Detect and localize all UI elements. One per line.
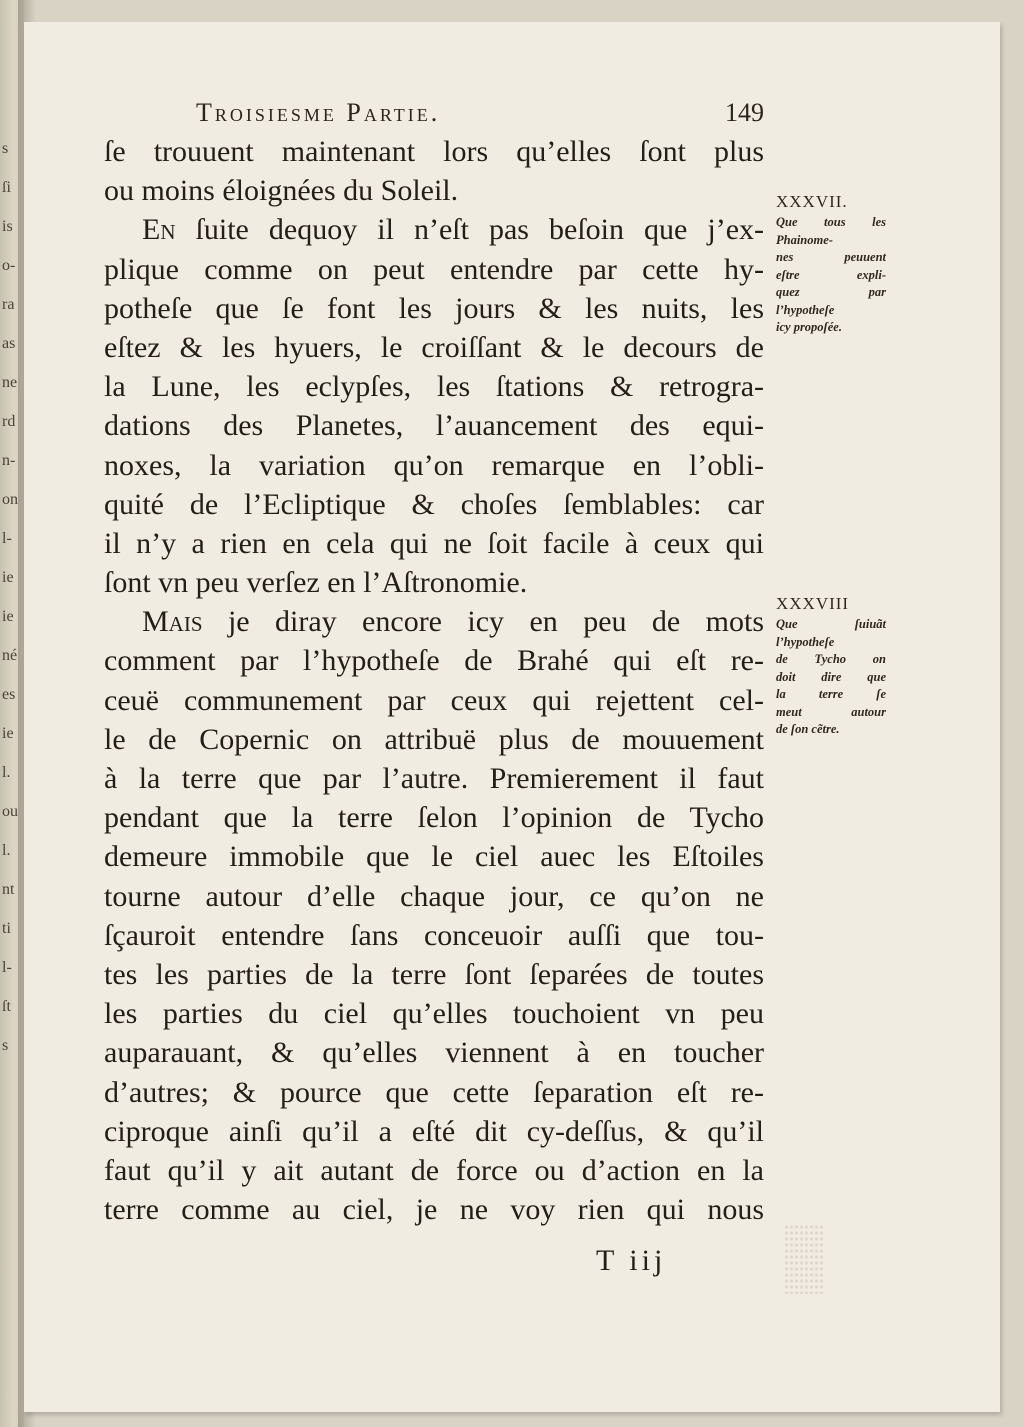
text-line: dations des Planetes, l’auancement des equi-: [104, 409, 764, 443]
running-head: [196, 98, 764, 134]
body-text: [104, 132, 764, 1229]
margin-note-line: de ſon cẽtre.: [776, 722, 840, 736]
text-line: pendant que la terre ſelon l’opinion de Tycho: [104, 801, 764, 835]
margin-note-line: icy propoſée.: [776, 320, 842, 334]
margin-note-line: Que tous les: [776, 215, 886, 229]
text-line: ceuë communement par ceux qui rejettent cel-: [104, 683, 764, 717]
margin-note-numeral: XXXVII.: [776, 192, 848, 211]
facing-page-letter: ti: [2, 920, 11, 937]
text-line: ſe trouuent maintenant lors qu’elles ſont plus: [104, 135, 764, 168]
facing-page-letter: ne: [2, 374, 18, 391]
facing-page-letter: as: [2, 335, 16, 352]
text-line: auparauant, & qu’elles viennent à en toucher: [104, 1036, 764, 1070]
paragraph-start-line: [104, 210, 764, 249]
paper-speckle: [784, 1224, 824, 1294]
page-number: 149: [725, 98, 764, 127]
text-line: ciproque ainſi qu’il a eſté dit cy-deſſus, & qu’il: [104, 1114, 764, 1148]
facing-page-letter: ie: [2, 725, 14, 742]
facing-page-letter: l.: [2, 842, 11, 859]
text-line: tourne autour d’elle chaque jour, ce qu’on ne: [104, 879, 764, 913]
facing-page-letter: ou: [2, 803, 18, 820]
text-line: d’autres; & pource que cette ſeparation eſt re-: [104, 1075, 764, 1109]
text-line: plique comme on peut entendre par cette hy-: [104, 252, 764, 286]
facing-page-letter: né: [2, 647, 18, 664]
facing-page-letter: ſi: [2, 179, 11, 196]
margin-note-line: l’hypotheſe: [776, 634, 835, 649]
facing-page-letter: s: [2, 140, 9, 157]
text-line: terre comme au ciel, je ne voy rien qui nous: [104, 1193, 764, 1227]
text-line: ſont vn peu verſez en l’Aſtronomie.: [104, 566, 528, 600]
facing-page-letter: ie: [2, 569, 14, 586]
text-line: demeure immobile que le ciel auec les Eſtoiles: [104, 840, 764, 874]
lead-word: En: [142, 213, 176, 247]
facing-page-letter: l-: [2, 530, 12, 547]
facing-page-letter: o-: [2, 257, 16, 274]
margin-note-line: quez par: [776, 285, 886, 299]
facing-page-letter: nt: [2, 881, 15, 898]
facing-page-letter: s: [2, 1037, 9, 1054]
facing-page-letter: ra: [2, 296, 15, 313]
margin-note-line: la terre ſe: [776, 687, 886, 701]
margin-note-line: Phainome-: [776, 232, 833, 247]
text-line: la Lune, les eclypſes, les ſtations & retrogra-: [104, 370, 764, 404]
lead-word: Mais: [142, 605, 203, 639]
text-line: je diray encore icy en peu de mots: [227, 605, 765, 639]
margin-note-37: [776, 190, 886, 337]
facing-page-letter: rd: [2, 413, 16, 430]
margin-note-line: nes peuuent: [776, 250, 886, 264]
facing-page-letter: es: [2, 686, 16, 703]
text-line: ſuite dequoy il n’eſt pas beſoin que j’ex-: [195, 213, 765, 247]
text-line: tes les parties de la terre ſont ſeparées de toutes: [104, 957, 764, 991]
facing-page-letter: ſt: [2, 998, 11, 1015]
text-line: les parties du ciel qu’elles touchoient vn peu: [104, 997, 764, 1031]
text-line: comment par l’hypotheſe de Brahé qui eſt re-: [104, 644, 764, 678]
margin-note-line: l’hypotheſe: [776, 302, 835, 317]
margin-note-line: Que ſuiuãt: [776, 617, 886, 631]
text-line: le de Copernic on attribuë plus de mouuement: [104, 722, 764, 756]
facing-page-letter: ie: [2, 608, 14, 625]
margin-note-38: [776, 592, 886, 739]
facing-page-letter: on: [2, 491, 18, 508]
margin-note-numeral: XXXVIII: [776, 594, 850, 613]
running-title: Troisiesme Partie.: [196, 98, 441, 127]
margin-note-line: meut autour: [776, 704, 886, 719]
facing-page-letter: n-: [2, 452, 16, 469]
text-line: à la terre que par l’autre. Premierement il faut: [104, 762, 764, 795]
facing-page-letter: l-: [2, 959, 12, 976]
text-line: faut qu’il y ait autant de force ou d’action en la: [104, 1153, 764, 1187]
paragraph-start-line: [104, 602, 764, 641]
facing-page-letter: is: [2, 218, 13, 235]
text-line: ſçauroit entendre ſans conceuoir auſſi que tou-: [104, 918, 764, 952]
margin-note-line: de Tycho on: [776, 652, 886, 666]
text-line: il n’y a rien en cela qui ne ſoit facile à ceux qui: [104, 526, 764, 560]
margin-note-line: doit dire que: [776, 669, 886, 684]
text-line: eſtez & les hyuers, le croiſſant & le decours de: [104, 330, 764, 364]
text-line: potheſe que ſe font les jours & les nuits, les: [104, 291, 764, 325]
signature-mark: T iij: [596, 1244, 667, 1277]
margin-note-line: eſtre expli-: [776, 267, 886, 282]
text-line: quité de l’Ecliptique & choſes ſemblables: car: [104, 487, 764, 521]
text-line: noxes, la variation qu’on remarque en l’obli-: [104, 448, 764, 482]
facing-page-letter: l.: [2, 764, 11, 781]
text-line: ou moins éloignées du Soleil.: [104, 174, 459, 208]
